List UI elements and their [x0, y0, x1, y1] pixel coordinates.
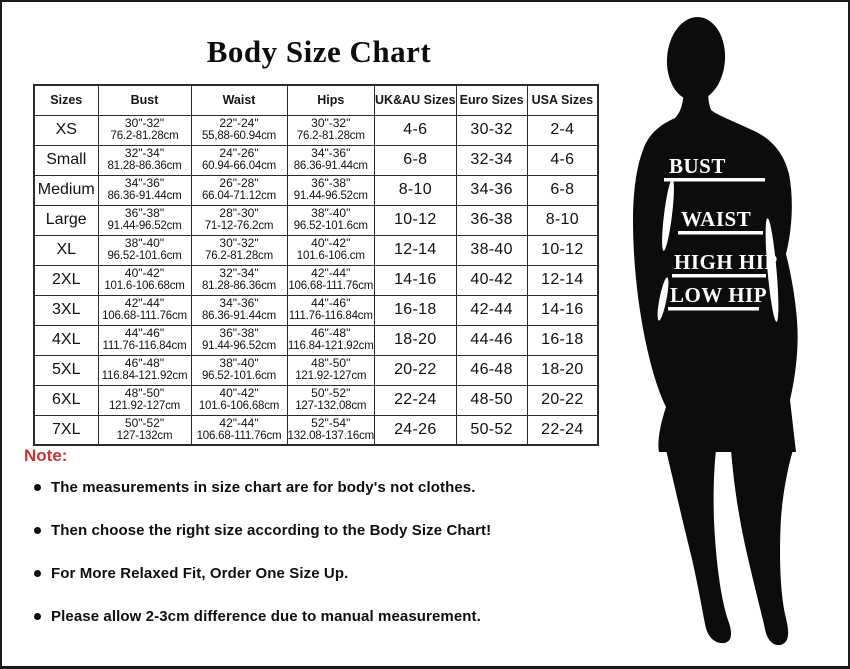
bullet-icon [34, 570, 41, 577]
bust-cell: 34"-36" 86.36-91.44cm [98, 175, 191, 205]
table-row [34, 325, 598, 355]
note-item [24, 479, 589, 496]
ukau-cell: 14-16 [375, 265, 457, 295]
table-row [34, 265, 598, 295]
note-text: The measurements in size chart are for body's not clothes. [51, 479, 476, 496]
bust-cell: 46"-48" 116.84-121.92cm [98, 355, 191, 385]
size-table [33, 84, 599, 446]
waist-cell: 28"-30" 71-12-76.2cm [191, 205, 287, 235]
usa-cell: 18-20 [527, 355, 598, 385]
bust-cell: 40"-42" 101.6-106.68cm [98, 265, 191, 295]
bust-cell: 50"-52" 127-132cm [98, 415, 191, 445]
bullet-icon [34, 613, 41, 620]
size-cell: 6XL [34, 385, 98, 415]
waist-cell: 38"-40" 96.52-101.6cm [191, 355, 287, 385]
euro-cell: 40-42 [456, 265, 527, 295]
euro-cell: 38-40 [456, 235, 527, 265]
waist-underline [678, 231, 763, 235]
usa-cell: 10-12 [527, 235, 598, 265]
usa-cell: 12-14 [527, 265, 598, 295]
euro-cell: 34-36 [456, 175, 527, 205]
bust-underline [664, 178, 765, 182]
size-cell: 7XL [34, 415, 98, 445]
table-row [34, 145, 598, 175]
euro-cell: 46-48 [456, 355, 527, 385]
waist-cell: 22"-24" 55,88-60.94cm [191, 115, 287, 145]
bust-cell: 36"-38" 91.44-96.52cm [98, 205, 191, 235]
ukau-cell: 12-14 [375, 235, 457, 265]
table-row [34, 205, 598, 235]
ukau-cell: 8-10 [375, 175, 457, 205]
usa-cell: 6-8 [527, 175, 598, 205]
size-cell: XL [34, 235, 98, 265]
euro-cell: 36-38 [456, 205, 527, 235]
table-row [34, 415, 598, 445]
silhouette-right-leg [731, 450, 793, 645]
table-row [34, 295, 598, 325]
header-waist: Waist [191, 85, 287, 115]
bust-cell: 48"-50" 121.92-127cm [98, 385, 191, 415]
hips-cell: 46"-48" 116.84-121.92cm [287, 325, 375, 355]
usa-cell: 4-6 [527, 145, 598, 175]
bust-cell: 44"-46" 111.76-116.84cm [98, 325, 191, 355]
bust-cell: 38"-40" 96.52-101.6cm [98, 235, 191, 265]
hips-cell: 40"-42" 101.6-106.cm [287, 235, 375, 265]
size-cell: Medium [34, 175, 98, 205]
waist-cell: 36"-38" 91.44-96.52cm [191, 325, 287, 355]
size-cell: Small [34, 145, 98, 175]
note-item [24, 522, 589, 539]
hips-cell: 48"-50" 121.92-127cm [287, 355, 375, 385]
header-usa-sizes: USA Sizes [527, 85, 598, 115]
waist-cell: 42"-44" 106.68-111.76cm [191, 415, 287, 445]
size-cell: 2XL [34, 265, 98, 295]
table-row [34, 385, 598, 415]
hips-cell: 30"-32" 76.2-81.28cm [287, 115, 375, 145]
hips-cell: 52"-54" 132.08-137.16cm [287, 415, 375, 445]
table-row [34, 115, 598, 145]
low-hip-underline [668, 307, 759, 311]
hips-cell: 44"-46" 111.76-116.84cm [287, 295, 375, 325]
usa-cell: 8-10 [527, 205, 598, 235]
ukau-cell: 24-26 [375, 415, 457, 445]
usa-cell: 20-22 [527, 385, 598, 415]
bust-label: BUST [669, 154, 726, 178]
header-ukau-sizes: UK&AU Sizes [375, 85, 457, 115]
table-header-row [34, 85, 598, 115]
ukau-cell: 22-24 [375, 385, 457, 415]
usa-cell: 14-16 [527, 295, 598, 325]
page-title: Body Size Chart [206, 34, 432, 69]
usa-cell: 22-24 [527, 415, 598, 445]
euro-cell: 50-52 [456, 415, 527, 445]
body-silhouette-figure [602, 2, 850, 668]
note-heading: Note: [24, 446, 68, 465]
hips-cell: 50"-52" 127-132.08cm [287, 385, 375, 415]
ukau-cell: 4-6 [375, 115, 457, 145]
size-cell: 4XL [34, 325, 98, 355]
size-cell: Large [34, 205, 98, 235]
table-row [34, 175, 598, 205]
table-row [34, 355, 598, 385]
body-silhouette-svg [602, 2, 850, 668]
ukau-cell: 6-8 [375, 145, 457, 175]
header-euro-sizes: Euro Sizes [456, 85, 527, 115]
table-row [34, 235, 598, 265]
waist-cell: 26"-28" 66.04-71.12cm [191, 175, 287, 205]
size-cell: 5XL [34, 355, 98, 385]
euro-cell: 44-46 [456, 325, 527, 355]
ukau-cell: 16-18 [375, 295, 457, 325]
usa-cell: 16-18 [527, 325, 598, 355]
bullet-icon [34, 484, 41, 491]
bullet-icon [34, 527, 41, 534]
waist-label: WAIST [681, 207, 752, 231]
euro-cell: 42-44 [456, 295, 527, 325]
note-text: For More Relaxed Fit, Order One Size Up. [51, 565, 349, 582]
note-text: Then choose the right size according to the Body Size Chart! [51, 522, 492, 539]
bust-cell: 32"-34" 81.28-86.36cm [98, 145, 191, 175]
hips-cell: 42"-44" 106.68-111.76cm [287, 265, 375, 295]
header-bust: Bust [98, 85, 191, 115]
ukau-cell: 18-20 [375, 325, 457, 355]
euro-cell: 48-50 [456, 385, 527, 415]
waist-cell: 34"-36" 86.36-91.44cm [191, 295, 287, 325]
waist-cell: 24"-26" 60.94-66.04cm [191, 145, 287, 175]
header-hips: Hips [287, 85, 375, 115]
hips-cell: 36"-38" 91.44-96.52cm [287, 175, 375, 205]
size-cell: 3XL [34, 295, 98, 325]
euro-cell: 32-34 [456, 145, 527, 175]
note-text: Please allow 2-3cm difference due to manual measurement. [51, 608, 481, 625]
note-item [24, 565, 589, 582]
waist-cell: 40"-42" 101.6-106.68cm [191, 385, 287, 415]
bust-cell: 30"-32" 76.2-81.28cm [98, 115, 191, 145]
size-cell: XS [34, 115, 98, 145]
waist-cell: 30"-32" 76.2-81.28cm [191, 235, 287, 265]
high-hip-underline [672, 274, 766, 278]
euro-cell: 30-32 [456, 115, 527, 145]
notes-section [24, 446, 589, 651]
ukau-cell: 20-22 [375, 355, 457, 385]
header-sizes: Sizes [34, 85, 98, 115]
high-hip-label: HIGH HIP [674, 250, 778, 274]
waist-cell: 32"-34" 81.28-86.36cm [191, 265, 287, 295]
hips-cell: 38"-40" 96.52-101.6cm [287, 205, 375, 235]
usa-cell: 2-4 [527, 115, 598, 145]
ukau-cell: 10-12 [375, 205, 457, 235]
bust-cell: 42"-44" 106.68-111.76cm [98, 295, 191, 325]
silhouette-left-leg [666, 450, 731, 643]
low-hip-label: LOW HIP [670, 283, 768, 307]
note-item [24, 608, 589, 625]
hips-cell: 34"-36" 86.36-91.44cm [287, 145, 375, 175]
